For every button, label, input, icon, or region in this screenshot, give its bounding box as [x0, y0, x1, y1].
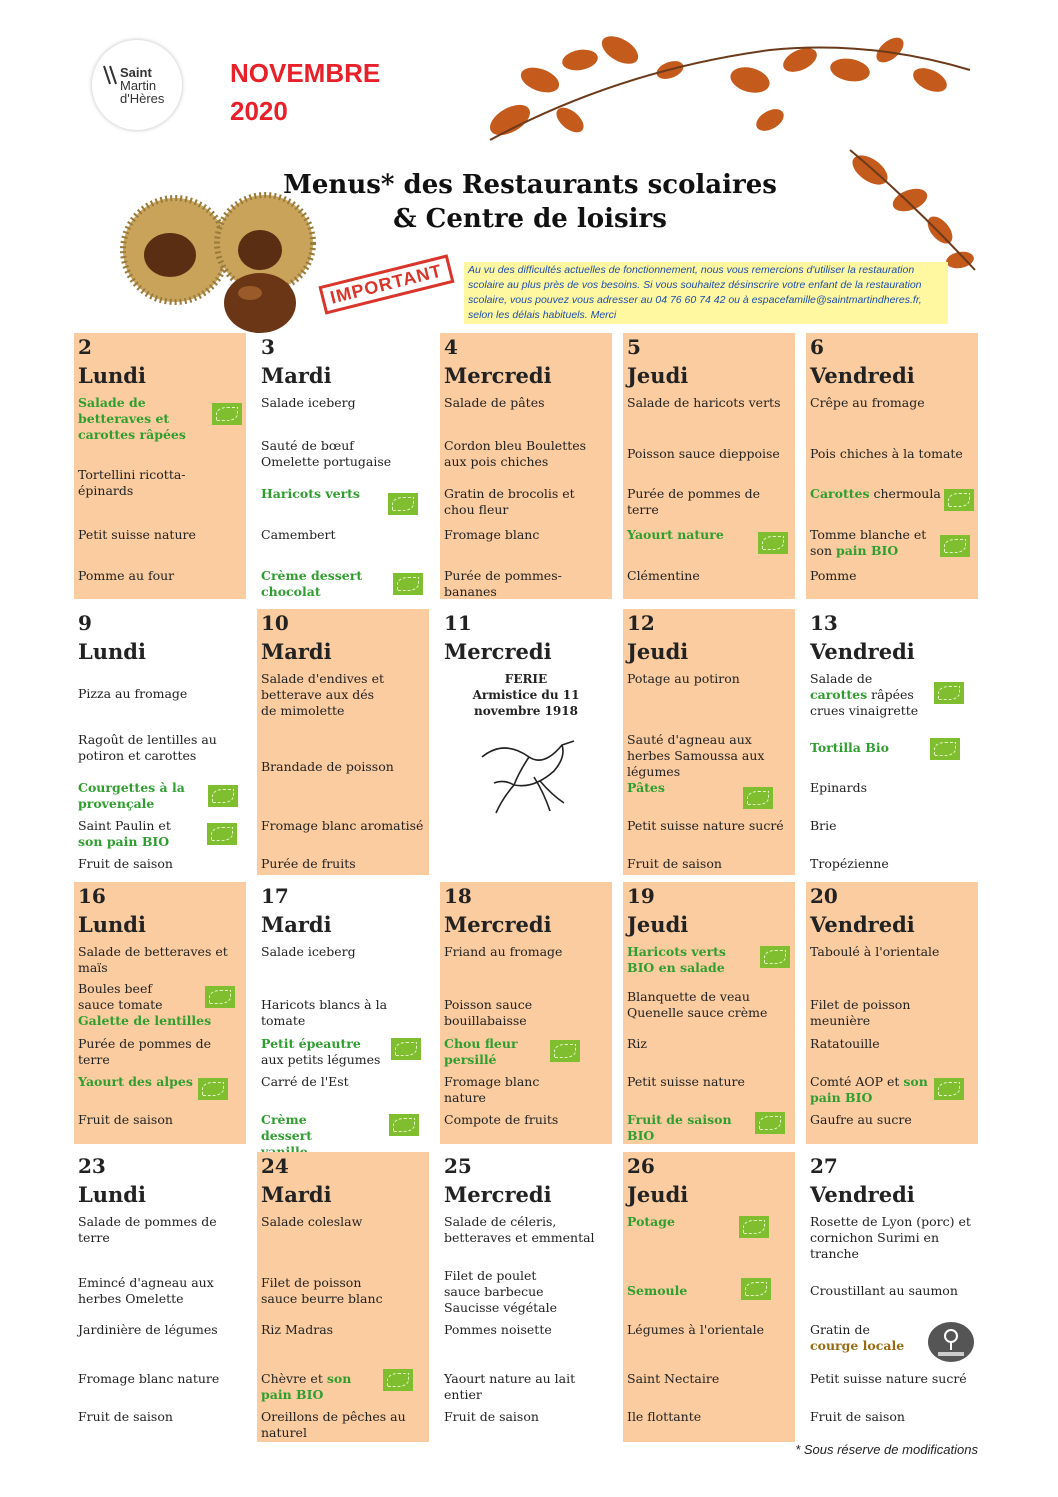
menu-item: Salade iceberg — [261, 944, 356, 959]
menu-item: Poisson sauce dieppoise — [627, 446, 780, 461]
day-name: Jeudi — [627, 1182, 689, 1207]
logo-mark-icon — [102, 64, 118, 86]
logo-line2: Martin — [120, 78, 157, 93]
peace-dove-icon — [474, 727, 584, 817]
menu-item: Purée de pommes de terre — [627, 486, 760, 517]
bio-icon — [205, 986, 235, 1008]
bio-icon — [940, 535, 970, 557]
day-name: Jeudi — [627, 912, 689, 937]
page-title — [200, 168, 860, 236]
menu-item-bio-part: pain BIO — [835, 543, 899, 558]
day-number: 2 — [78, 335, 92, 359]
menu-item: Oreillons de pêches au naturel — [261, 1409, 406, 1440]
day-cell-4 — [440, 333, 612, 599]
menu-item: Compote de fruits — [444, 1112, 559, 1127]
day-name: Mercredi — [444, 912, 552, 937]
menu-item: Yaourt nature au lait entier — [444, 1371, 576, 1402]
menu-item: Petit suisse nature sucré — [810, 1371, 967, 1386]
menu-item: Riz Madras — [261, 1322, 334, 1337]
logo-text — [120, 66, 164, 105]
bio-icon — [388, 493, 418, 515]
day-number: 10 — [261, 611, 289, 635]
logo-line3: d'Hères — [120, 91, 165, 106]
day-number: 19 — [627, 884, 655, 908]
menu-item-bio-part: Petit épeautre — [261, 1036, 361, 1051]
day-cell-25 — [440, 1152, 612, 1442]
menu-item: Filet de poisson sauce beurre blanc — [261, 1275, 383, 1306]
day-cell-13 — [806, 609, 978, 875]
bio-icon — [212, 403, 242, 425]
day-number: 9 — [78, 611, 92, 635]
day-cell-12 — [623, 609, 795, 875]
day-name: Mardi — [261, 639, 332, 664]
menu-item-part: Chèvre et — [261, 1371, 327, 1386]
menu-item: Clémentine — [627, 568, 700, 583]
day-name: Mercredi — [444, 363, 552, 388]
day-name: Lundi — [78, 912, 146, 937]
day-cell-2 — [74, 333, 246, 599]
day-name: Mercredi — [444, 639, 552, 664]
day-cell-19 — [623, 882, 795, 1144]
day-number: 26 — [627, 1154, 655, 1178]
menu-item: Fruit de saison — [627, 856, 722, 871]
menu-item — [78, 818, 198, 850]
day-number: 6 — [810, 335, 824, 359]
menu-item: Courgettes à la provençale — [78, 780, 185, 811]
menu-item: Carré de l'Est — [261, 1074, 349, 1089]
menu-item: Camembert — [261, 527, 336, 542]
menu-item-part: râpées crues vinaigrette — [810, 687, 919, 718]
day-name: Mercredi — [444, 1182, 552, 1207]
day-cell-18 — [440, 882, 612, 1144]
day-name: Mardi — [261, 363, 332, 388]
day-name: Lundi — [78, 1182, 146, 1207]
bio-icon — [930, 738, 960, 760]
bio-icon — [743, 787, 773, 809]
menu-item: Salade iceberg — [261, 395, 356, 410]
menu-item: Yaourt des alpes — [78, 1074, 193, 1089]
menu-item: Semoule — [627, 1283, 688, 1298]
menu-item — [261, 1371, 361, 1403]
day-number: 16 — [78, 884, 106, 908]
menu-item — [810, 1322, 920, 1354]
menu-item: Légumes à l'orientale — [627, 1322, 765, 1337]
bio-icon — [739, 1216, 769, 1238]
day-number: 18 — [444, 884, 472, 908]
bio-icon — [758, 532, 788, 554]
menu-item: Fromage blanc — [444, 527, 540, 542]
day-name: Vendredi — [810, 912, 915, 937]
menu-item: Filet de poulet sauce barbecue Saucisse végétale — [444, 1268, 557, 1315]
menu-item — [810, 1074, 930, 1106]
menu-item-bio-part: son pain BIO — [810, 1074, 928, 1105]
menu-item — [810, 486, 948, 502]
armistice-label: Armistice du 11 novembre 1918 — [472, 688, 580, 718]
menu-item: Petit suisse nature — [627, 1074, 745, 1089]
bio-icon — [755, 1112, 785, 1134]
bio-icon — [198, 1078, 228, 1100]
menu-item: Riz — [627, 1036, 647, 1051]
menu-item-part: Gratin de — [810, 1322, 870, 1337]
menu-item: Galette de lentilles — [78, 1013, 212, 1028]
day-number: 11 — [444, 611, 472, 635]
bio-icon — [550, 1040, 580, 1062]
menu-item: Blanquette de veau Quenelle sauce crème — [627, 989, 768, 1020]
day-cell-17 — [257, 882, 429, 1144]
menu-item-bio-part: son pain BIO — [78, 834, 170, 849]
menu-item: Cordon bleu Boulettes aux pois chiches — [444, 438, 587, 469]
footer-note: * Sous réserve de modifications — [795, 1442, 978, 1457]
title-line1: Menus* des Restaurants scolaires — [283, 170, 777, 200]
important-stamp: IMPORTANT — [318, 254, 454, 314]
menu-item: Fruit de saison — [810, 1409, 905, 1424]
menu-item: Salade de betteraves et carottes râpées — [78, 395, 186, 442]
bio-icon — [944, 489, 974, 511]
day-number: 3 — [261, 335, 275, 359]
day-cell-5 — [623, 333, 795, 599]
day-name: Vendredi — [810, 363, 915, 388]
menu-item: Fruit de saison — [444, 1409, 539, 1424]
day-name: Vendredi — [810, 639, 915, 664]
menu-item: Haricots verts BIO en salade — [627, 944, 726, 975]
day-name: Lundi — [78, 363, 146, 388]
menu-item: Sauté d'agneau aux herbes Samoussa aux légumes — [627, 732, 765, 779]
day-cell-11 — [440, 609, 612, 875]
year: 2020 — [230, 96, 288, 126]
menu-item-bio-part: Carottes — [810, 486, 870, 501]
menu-item: Saint Nectaire — [627, 1371, 720, 1386]
menu-item: Fruit de saison — [78, 1112, 173, 1127]
day-cell-3 — [257, 333, 429, 599]
bio-icon — [741, 1278, 771, 1300]
menu-item: Chou fleur persillé — [444, 1036, 518, 1067]
day-name: Mardi — [261, 1182, 332, 1207]
menu-item-part: Salade de — [810, 671, 873, 686]
menu-item: Fruit de saison BIO — [627, 1112, 732, 1143]
day-cell-10 — [257, 609, 429, 875]
menu-item: Pommes noisette — [444, 1322, 552, 1337]
day-number: 24 — [261, 1154, 289, 1178]
day-name: Jeudi — [627, 639, 689, 664]
menu-item: Petit suisse nature — [78, 527, 196, 542]
menu-item: Pois chiches à la tomate — [810, 446, 963, 461]
menu-item-bio-part: son pain BIO — [261, 1371, 352, 1402]
day-name: Mardi — [261, 912, 332, 937]
menu-item: Fruit de saison — [78, 1409, 173, 1424]
menu-item: Fruit de saison — [78, 856, 173, 871]
menu-item: Potage — [627, 1214, 675, 1229]
menu-item: Boules beef sauce tomate — [78, 981, 163, 1012]
menu-item: Salade de haricots verts — [627, 395, 781, 410]
day-number: 4 — [444, 335, 458, 359]
bio-icon — [208, 785, 238, 807]
menu-item: Jardinière de légumes — [78, 1322, 218, 1337]
menu-item: Purée de pommes de terre — [78, 1036, 211, 1067]
day-cell-16 — [74, 882, 246, 1144]
menu-item: Tortellini ricotta-épinards — [78, 467, 186, 498]
holiday-label — [444, 671, 608, 719]
menu-item: Gratin de brocolis et chou fleur — [444, 486, 575, 517]
menu-item: Crème dessert — [261, 1112, 313, 1143]
menu-item: Fromage blanc aromatisé — [261, 818, 424, 833]
month-heading — [230, 54, 380, 130]
day-name: Vendredi — [810, 1182, 915, 1207]
menu-item: Salade d'endives et betterave aux dés de mimolette — [261, 671, 384, 718]
menu-item: Purée de fruits — [261, 856, 356, 871]
bio-icon — [934, 682, 964, 704]
day-number: 27 — [810, 1154, 838, 1178]
menu-item-part: Comté AOP et — [810, 1074, 904, 1089]
menu-item: Salade de pâtes — [444, 395, 545, 410]
menu-item: Croustillant au saumon — [810, 1283, 958, 1298]
menu-item: Crème dessert chocolat — [261, 568, 363, 599]
menu-item: Pomme — [810, 568, 857, 583]
bio-icon — [383, 1369, 413, 1391]
menu-item: Sauté de bœuf Omelette portugaise — [261, 438, 392, 469]
menu-item-bio-part: carottes — [810, 687, 868, 702]
day-number: 25 — [444, 1154, 472, 1178]
menu-item: Haricots verts — [261, 486, 360, 501]
logo-line1: Saint — [120, 65, 152, 80]
saint-martin-dheres-logo — [92, 40, 182, 130]
menu-item — [261, 1036, 385, 1068]
day-cell-9 — [74, 609, 246, 875]
day-number: 13 — [810, 611, 838, 635]
bio-icon — [393, 573, 423, 595]
menu-item: Brie — [810, 818, 837, 833]
autumn-leaves-decoration — [470, 30, 980, 280]
menu-item: Potage au potiron — [627, 671, 740, 686]
menu-item-part: chermoula — [869, 486, 941, 501]
menu-item: Brandade de poisson — [261, 759, 394, 774]
menu-item: Tropézienne — [810, 856, 889, 871]
menu-item: Ile flottante — [627, 1409, 702, 1424]
menu-item: Salade de pommes de terre — [78, 1214, 217, 1245]
menu-item: Crêpe au fromage — [810, 395, 925, 410]
bio-icon — [934, 1078, 964, 1100]
menu-item: Ratatouille — [810, 1036, 880, 1051]
menu-item: Pâtes — [627, 780, 665, 795]
day-name: Lundi — [78, 639, 146, 664]
notice-box: Au vu des difficultés actuelles de fonctionnement, nous vous remercions d'utiliser la restauration scolaire au plus près de vos besoins. Si vous souhaitez désinscrire votre enfant de la restauration scolaire, vous pouvez vous adresser au 04 76 60 74 42 ou à espacefamille@saintmartindheres.fr, selon les délais habituels. Merci — [464, 262, 948, 324]
menu-item: Filet de poisson meunière — [810, 997, 911, 1028]
menu-item: Gaufre au sucre — [810, 1112, 912, 1127]
menu-item: Rosette de Lyon (porc) et cornichon Surimi en tranche — [810, 1214, 971, 1261]
menu-item: Tortilla Bio — [810, 740, 889, 755]
day-cell-20 — [806, 882, 978, 1144]
bio-icon — [207, 823, 237, 845]
menu-item-part: aux petits légumes — [261, 1052, 381, 1067]
day-cell-23 — [74, 1152, 246, 1442]
day-name: Jeudi — [627, 363, 689, 388]
menu-item: Emincé d'agneau aux herbes Omelette — [78, 1275, 214, 1306]
menu-item: Haricots blancs à la tomate — [261, 997, 388, 1028]
menu-item: Fromage blanc nature — [78, 1371, 220, 1386]
ferie-label: FERIE — [504, 672, 548, 686]
produits-locaux-icon — [928, 1322, 974, 1362]
menu-item: Poisson sauce bouillabaisse — [444, 997, 533, 1028]
menu-item — [810, 671, 930, 719]
menu-item: Epinards — [810, 780, 868, 795]
menu-item-local-part: courge locale — [810, 1338, 905, 1353]
menu-item: Petit suisse nature sucré — [627, 818, 784, 833]
day-cell-6 — [806, 333, 978, 599]
bio-icon — [391, 1038, 421, 1060]
menu-item — [810, 527, 930, 559]
day-number: 20 — [810, 884, 838, 908]
day-cell-24 — [257, 1152, 429, 1442]
menu-item: Purée de pommes-bananes — [444, 568, 562, 599]
bio-icon — [760, 946, 790, 968]
menu-item-part: Saint Paulin et — [78, 818, 171, 833]
day-number: 5 — [627, 335, 641, 359]
day-cell-26 — [623, 1152, 795, 1442]
menu-item: Pomme au four — [78, 568, 175, 583]
month-name: NOVEMBRE — [230, 58, 381, 88]
day-cell-27 — [806, 1152, 978, 1442]
day-number: 12 — [627, 611, 655, 635]
menu-item: Pizza au fromage — [78, 686, 188, 701]
bio-icon — [389, 1114, 419, 1136]
day-number: 17 — [261, 884, 289, 908]
menu-item: Ragoût de lentilles au potiron et carottes — [78, 732, 217, 763]
menu-item: Salade de céleris, betteraves et emmental — [444, 1214, 595, 1245]
menu-item: Fromage blanc nature — [444, 1074, 540, 1105]
menu-item: Taboulé à l'orientale — [810, 944, 940, 959]
day-number: 23 — [78, 1154, 106, 1178]
menu-item: Friand au fromage — [444, 944, 563, 959]
menu-item: Salade coleslaw — [261, 1214, 363, 1229]
menu-item-part: Tomme blanche et son — [810, 527, 927, 558]
menu-item: Salade de betteraves et maïs — [78, 944, 228, 975]
title-line2: & Centre de loisirs — [393, 204, 667, 234]
menu-item: Yaourt nature — [627, 527, 724, 542]
